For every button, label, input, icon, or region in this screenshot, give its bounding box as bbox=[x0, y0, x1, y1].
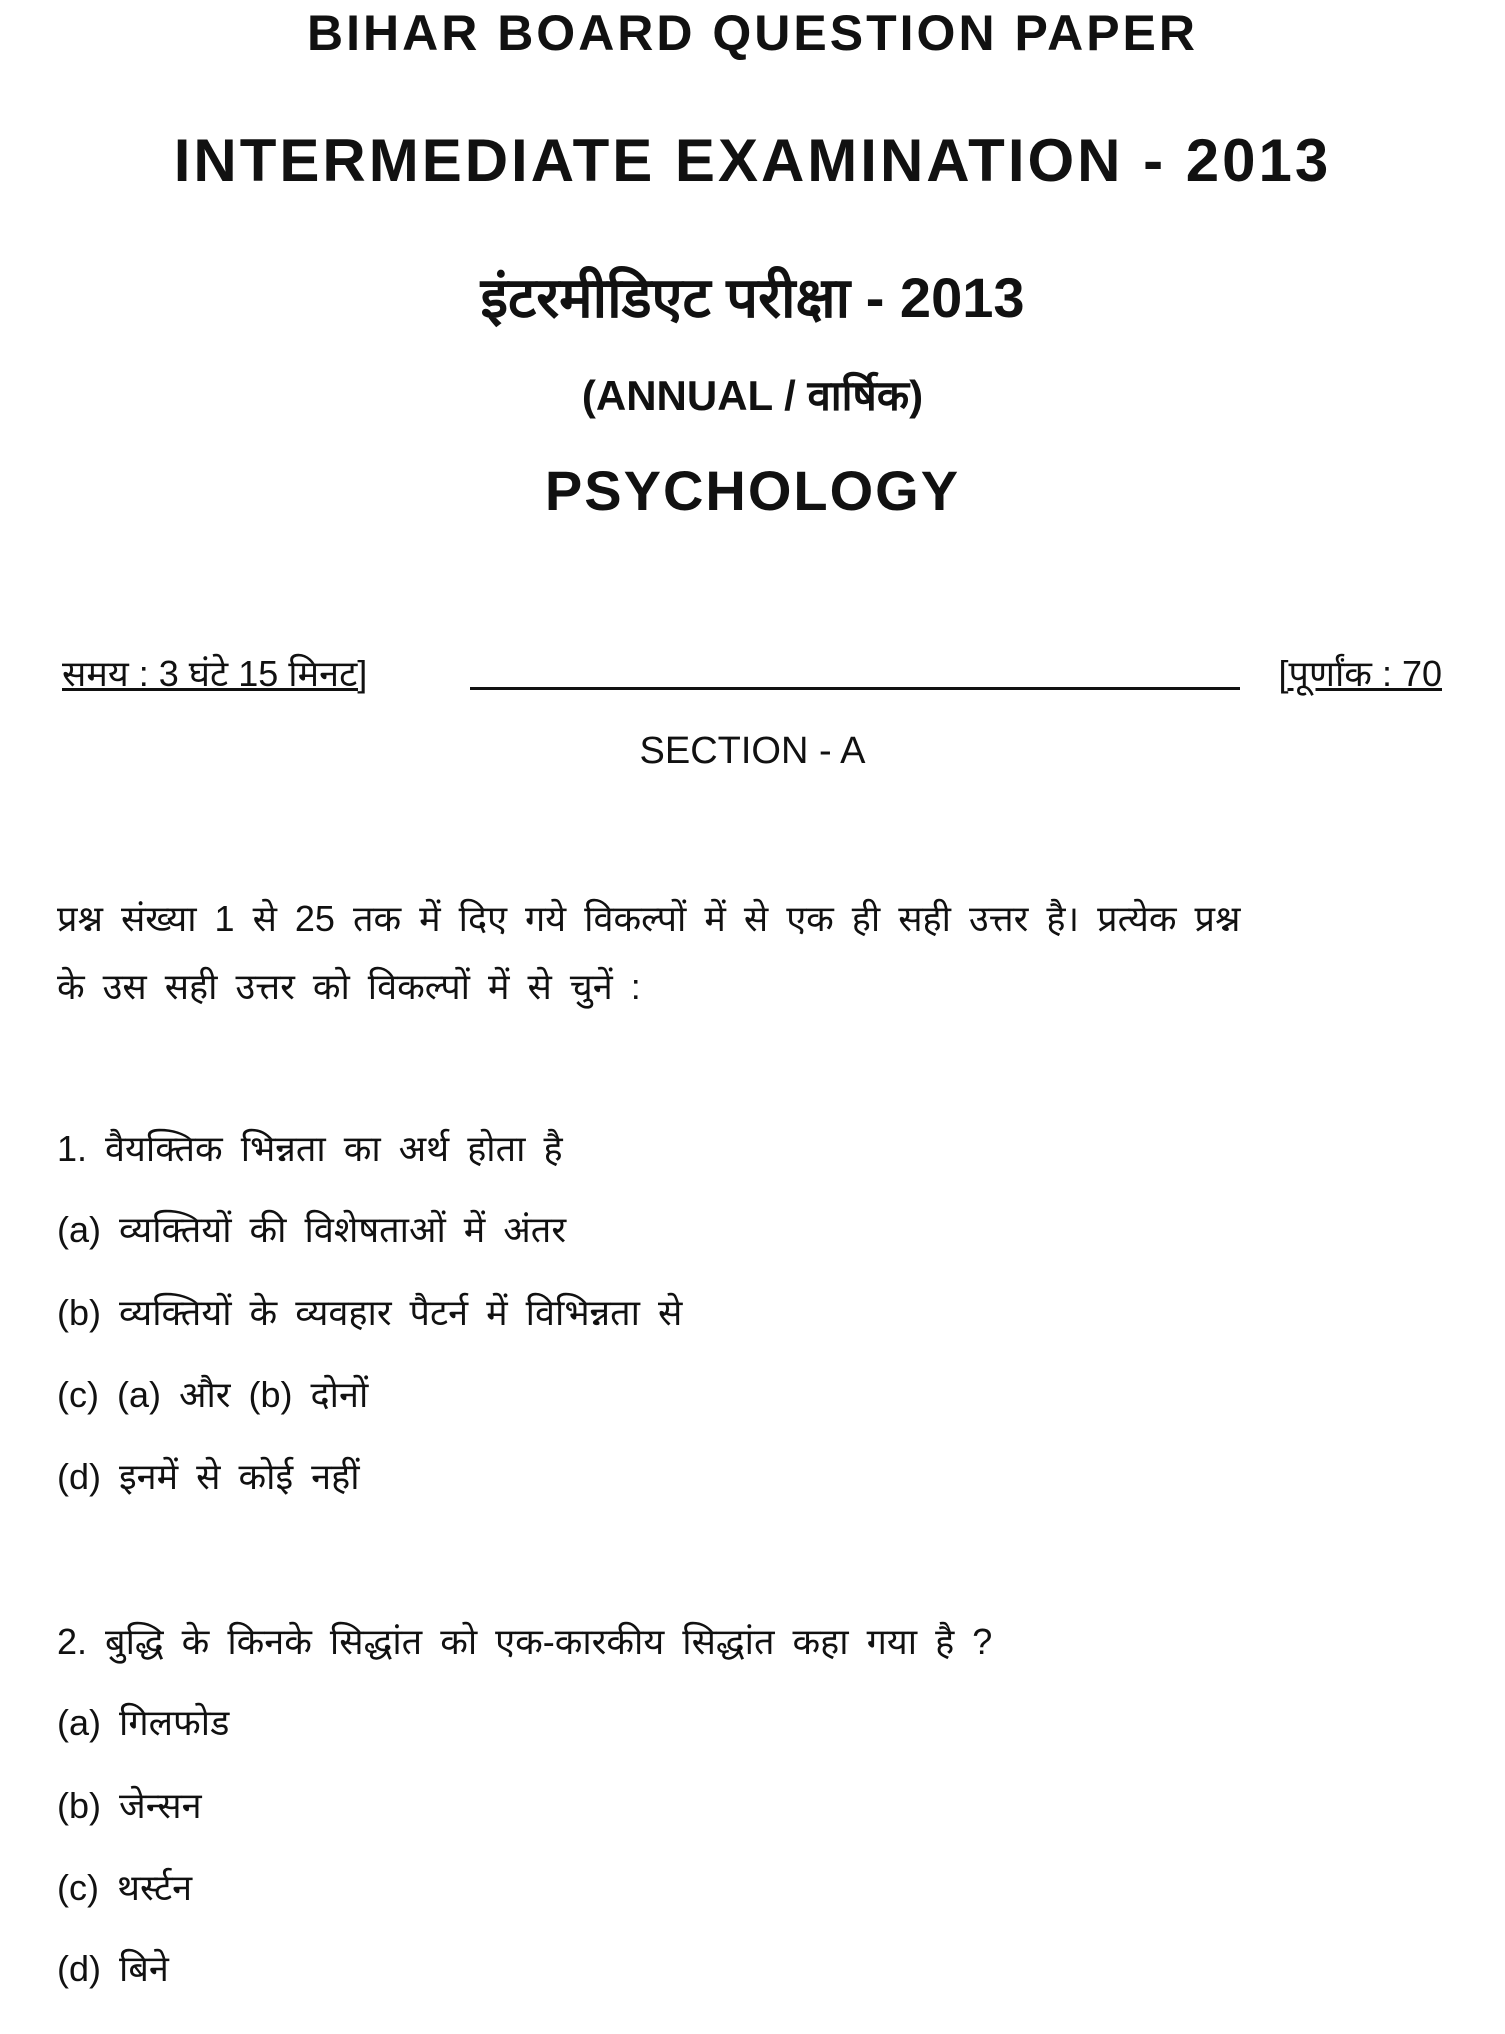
instruction-line: प्रश्न संख्या 1 से 25 तक में दिए गये विकल्पों में से एक ही सही उत्तर है। प्रत्येक प्रश्न bbox=[57, 898, 1241, 939]
option-d: (d) इनमें से कोई नहीं bbox=[57, 1456, 360, 1497]
board-title: BIHAR BOARD QUESTION PAPER bbox=[306, 5, 1198, 61]
subject-title: PSYCHOLOGY bbox=[544, 459, 961, 522]
time-allowed: समय : 3 घंटे 15 मिनट] bbox=[62, 653, 368, 694]
option-a: (a) गिलफोड bbox=[57, 1702, 230, 1743]
exam-type: (ANNUAL / वार्षिक) bbox=[581, 372, 924, 419]
option-c: (c) थर्स्टन bbox=[57, 1867, 193, 1908]
instruction-line: के उस सही उत्तर को विकल्पों में से चुनें : bbox=[57, 966, 641, 1007]
option-a: (a) व्यक्तियों की विशेषताओं में अंतर bbox=[57, 1209, 567, 1250]
section-heading: SECTION - A bbox=[639, 730, 866, 772]
option-b: (b) व्यक्तियों के व्यवहार पैटर्न में विभिन्नता से bbox=[57, 1292, 683, 1333]
option-b: (b) जेन्सन bbox=[57, 1785, 202, 1826]
option-c: (c) (a) और (b) दोनों bbox=[57, 1374, 369, 1415]
exam-title-hi: इंटरमीडिएट परीक्षा - 2013 bbox=[480, 266, 1025, 329]
option-d: (d) बिने bbox=[57, 1948, 169, 1989]
question-text: 1. वैयक्तिक भिन्नता का अर्थ होता है bbox=[57, 1128, 563, 1169]
question-text: 2. बुद्धि के किनके सिद्धांत को एक-कारकीय सिद्धांत कहा गया है ? bbox=[57, 1621, 993, 1662]
exam-title-en: INTERMEDIATE EXAMINATION - 2013 bbox=[173, 127, 1332, 194]
full-marks: [पूर्णांक : 70 bbox=[1278, 653, 1442, 694]
divider-line bbox=[470, 687, 1240, 690]
